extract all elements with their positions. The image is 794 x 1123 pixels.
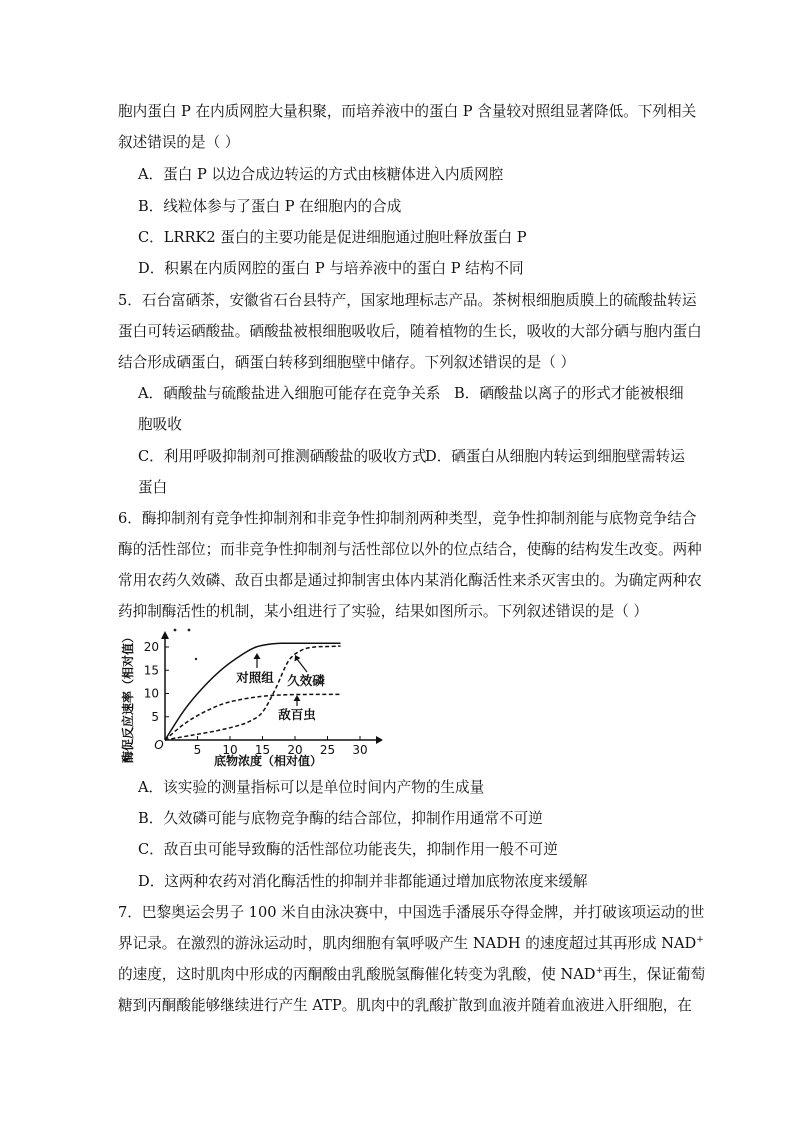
q4-stem-line-2: 叙述错误的是（ ） <box>118 134 240 151</box>
q5-option-d-continued: 蛋白 <box>138 479 168 496</box>
q6-stem-line-4: 药抑制酶活性的机制，某小组进行了实验，结果如图所示。下列叙述错误的是（ ） <box>118 603 649 620</box>
q6-stem-line-2: 酶的活性部位；而非竞争性抑制剂与活性部位以外的位点结合，使酶的结构发生改变。两种 <box>118 541 702 558</box>
q4-stem-line-1: 胞内蛋白 P 在内质网腔大量积聚，而培养液中的蛋白 P 含量较对照组显著降低。下列相关 <box>118 103 697 120</box>
q4-option-a: A．蛋白 P 以边合成边转运的方式由核糖体进入内质网腔 <box>138 166 504 183</box>
x-axis-label: 底物浓度（相对值） <box>213 754 323 768</box>
q5-option-d: D．硒蛋白从细胞内转运到细胞壁需转运 <box>425 448 685 465</box>
scan-speck <box>174 629 177 632</box>
q7-stem-line-2 <box>118 934 704 954</box>
q4-option-b: B．线粒体参与了蛋白 P 在细胞内的合成 <box>138 198 402 215</box>
q5-option-c: C．利用呼吸抑制剂可推测硒酸盐的吸收方式 <box>138 448 427 465</box>
q7-stem-line-1: 7．巴黎奥运会男子 100 米自由泳决赛中，中国选手潘展乐夺得金牌，并打破该项运动的世 <box>118 904 705 921</box>
y-axis-arrow <box>161 631 169 639</box>
label-dibaichong: 敌百虫 <box>278 707 316 722</box>
q5-stem-line-3: 结合形成硒蛋白，硒蛋白转移到细胞壁中储存。下列叙述错误的是（ ） <box>118 354 576 371</box>
label-control-group: 对照组 <box>236 670 274 685</box>
y-tick-label: 10 <box>143 686 159 701</box>
x-tick-label: 5 <box>193 743 202 757</box>
q6-option-d: D．这两种农药对消化酶活性的抑制并非都能通过增加底物浓度来缓解 <box>138 873 588 890</box>
label-jiuxiaolin: 久效磷 <box>287 673 325 688</box>
q5-stem-line-2: 蛋白可转运硒酸盐。硒酸盐被根细胞吸收后，随着植物的生长，吸收的大部分硒与胞内蛋白 <box>118 323 702 340</box>
q4-option-d: D．积累在内质网腔的蛋白 P 与培养液中的蛋白 P 结构不同 <box>138 260 524 277</box>
q6-stem-line-1: 6．酶抑制剂有竞争性抑制剂和非竞争性抑制剂两种类型，竞争性抑制剂能与底物竞争结合 <box>118 510 697 527</box>
q7-line3-text-b: 再生，保证葡萄 <box>603 966 706 983</box>
q7-stem-line-4: 糖到丙酮酸能够继续进行产生 ATP。肌肉中的乳酸扩散到血液并随着血液进入肝细胞，在 <box>118 997 692 1014</box>
q6-stem-line-3: 常用农药久效磷、敌百虫都是通过抑制害虫体内某消化酶活性来杀灭害虫的。为确定两种农 <box>118 572 702 589</box>
x-tick-label: 30 <box>352 743 368 757</box>
x-tick-label: 10 <box>222 743 238 757</box>
series-line-2 <box>165 646 341 740</box>
q5-option-b-continued: 胞吸收 <box>138 416 182 433</box>
y-tick-label: 15 <box>143 663 159 678</box>
arrowhead-dibaichong <box>294 695 301 701</box>
q6-option-b: B．久效磷可能与底物竞争酶的结合部位，抑制作用通常不可逆 <box>138 810 543 827</box>
q7-stem-line-3 <box>118 965 705 985</box>
y-tick-label: 5 <box>151 709 159 724</box>
q4-option-c: C．LRRK2 蛋白的主要功能是促进细胞通过胞吐释放蛋白 P <box>138 229 527 246</box>
enzyme-rate-chart <box>118 622 383 770</box>
x-tick-label: 20 <box>287 743 303 757</box>
scan-speck <box>195 658 197 660</box>
series-line-1 <box>165 643 341 740</box>
q6-option-c: C．敌百虫可能导致酶的活性部位功能丧失，抑制作用一般不可逆 <box>138 841 558 858</box>
y-tick-label: 20 <box>143 640 159 654</box>
q5-option-a: A．硒酸盐与硫酸盐进入细胞可能存在竞争关系 <box>138 385 441 402</box>
q7-line3-text-a: 的速度，这时肌肉中形成的丙酮酸由乳酸脱氢酶催化转变为乳酸，使 NAD <box>118 966 596 983</box>
arrowhead-control <box>254 653 261 659</box>
x-axis-arrow <box>376 736 383 744</box>
x-tick-label: 25 <box>319 743 336 757</box>
q5-stem-line-1: 5．石台富硒茶，安徽省石台县特产，国家地理标志产品。茶树根细胞质膜上的硫酸盐转运 <box>118 292 697 309</box>
origin-label: O <box>154 738 164 752</box>
arrow-to-jiuxiaolin <box>297 659 307 672</box>
q7-line2-superscript: + <box>696 935 704 945</box>
q5-option-b: B．硒酸盐以离子的形式才能被根细 <box>454 385 684 402</box>
scan-speck <box>188 629 191 632</box>
q6-option-a: A．该实验的测量指标可以是单位时间内产物的生成量 <box>138 779 485 796</box>
x-tick-label: 15 <box>254 743 271 757</box>
q7-line3-superscript: + <box>595 966 604 976</box>
y-axis-label: 酶促反应速率（相对值） <box>121 630 135 764</box>
q7-line2-text: 界记录。在激烈的游泳运动时，肌肉细胞有氧呼吸产生 NADH 的速度超过其再形成 NAD <box>118 935 697 952</box>
